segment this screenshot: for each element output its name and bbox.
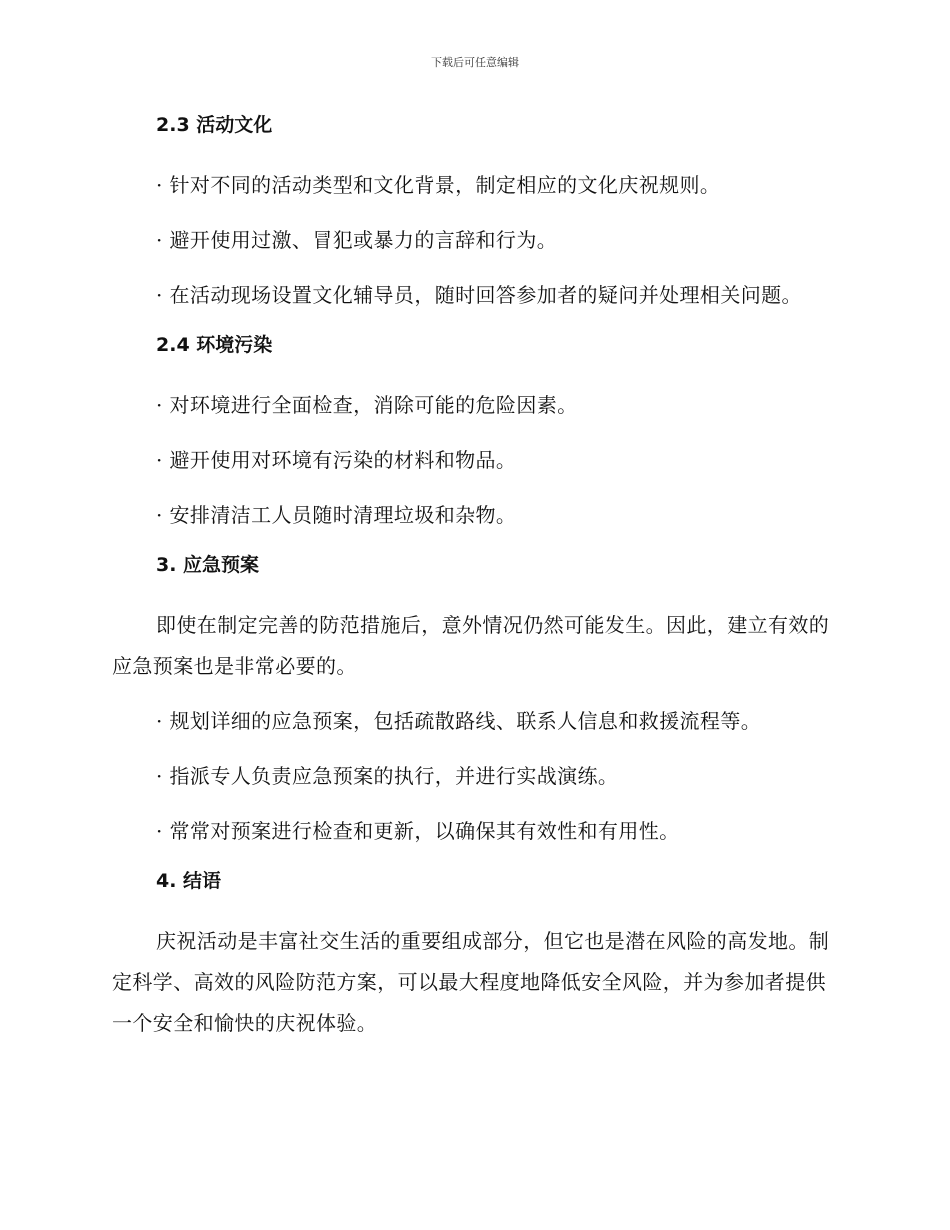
bullet-paragraph: · 对环境进行全面检查，消除可能的危险因素。 bbox=[156, 393, 578, 417]
body-paragraph: 庆祝活动是丰富社交生活的重要组成部分，但它也是潜在风险的高发地。制定科学、高效的风险防范方案，可以最大程度地降低安全风险，并为参加者提供一个安全和愉快的庆祝体验。 bbox=[112, 929, 830, 1035]
bullet-paragraph: · 规划详细的应急预案，包括疏散路线、联系人信息和救援流程等。 bbox=[156, 709, 762, 733]
document-body bbox=[112, 110, 832, 1058]
section-heading-2-3: 2.3 活动文化 bbox=[156, 114, 273, 136]
bullet-paragraph: · 常常对预案进行检查和更新，以确保其有效性和有用性。 bbox=[156, 819, 680, 843]
bullet-paragraph: · 针对不同的活动类型和文化背景，制定相应的文化庆祝规则。 bbox=[156, 173, 721, 197]
section-heading-4: 4. 结语 bbox=[156, 870, 222, 892]
section-heading-3: 3. 应急预案 bbox=[156, 554, 260, 576]
bullet-paragraph: · 避开使用过激、冒犯或暴力的言辞和行为。 bbox=[156, 228, 558, 252]
bullet-paragraph: · 避开使用对环境有污染的材料和物品。 bbox=[156, 448, 517, 472]
bullet-paragraph: · 在活动现场设置文化辅导员，随时回答参加者的疑问并处理相关问题。 bbox=[156, 283, 802, 307]
bullet-paragraph: · 安排清洁工人员随时清理垃圾和杂物。 bbox=[156, 503, 517, 527]
page-header: 下载后可任意编辑 bbox=[431, 56, 519, 69]
bullet-paragraph: · 指派专人负责应急预案的执行，并进行实战演练。 bbox=[156, 764, 619, 788]
section-heading-2-4: 2.4 环境污染 bbox=[156, 334, 273, 356]
body-paragraph: 即使在制定完善的防范措施后，意外情况仍然可能发生。因此，建立有效的应急预案也是非常必要的。 bbox=[112, 613, 830, 678]
